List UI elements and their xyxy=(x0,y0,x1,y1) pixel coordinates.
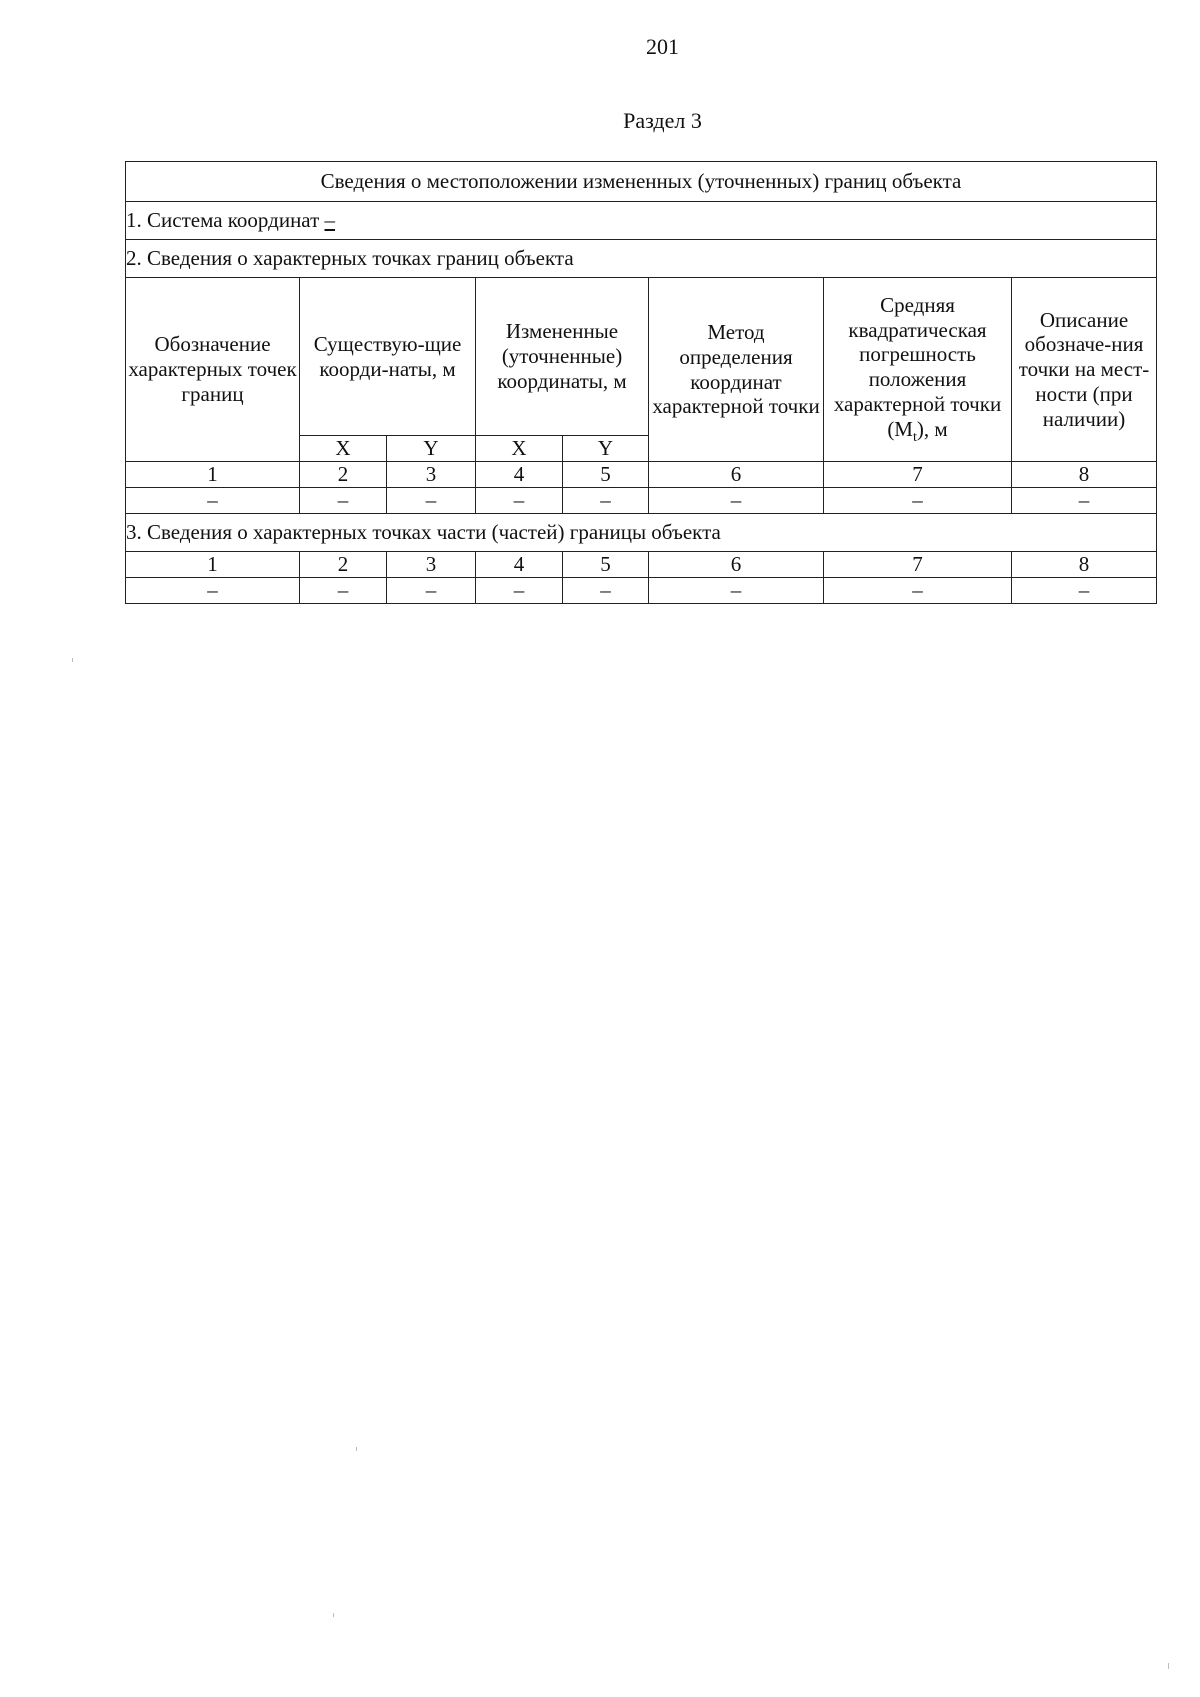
column-number: 7 xyxy=(824,462,1012,488)
column-number: 5 xyxy=(563,462,649,488)
header-mse-tail: ), м xyxy=(916,416,948,441)
header-mse-sub: t xyxy=(912,429,917,445)
header-existing-coordinates: Существую-щие коорди-наты, м xyxy=(300,278,476,436)
table-cell: – xyxy=(476,578,563,604)
table-cell: – xyxy=(649,488,824,514)
table-cell: – xyxy=(824,488,1012,514)
table-cell: – xyxy=(1012,578,1157,604)
table-cell: – xyxy=(126,488,300,514)
scan-speck xyxy=(72,658,73,662)
table-cell: – xyxy=(1012,488,1157,514)
points-data-row xyxy=(126,488,1157,514)
column-number: 1 xyxy=(126,552,300,578)
column-numbers-row xyxy=(126,462,1157,488)
column-number: 8 xyxy=(1012,552,1157,578)
boundary-info-table xyxy=(125,161,1157,604)
scan-speck xyxy=(333,1613,334,1617)
header-changed-y: Y xyxy=(563,436,649,462)
column-number: 5 xyxy=(563,552,649,578)
table-cell: – xyxy=(476,488,563,514)
column-number: 6 xyxy=(649,462,824,488)
column-number: 8 xyxy=(1012,462,1157,488)
parts-heading: 3. Сведения о характерных точках части (частей) границы объекта xyxy=(126,514,1157,552)
table-cell: – xyxy=(387,578,476,604)
points-heading: 2. Сведения о характерных точках границ объекта xyxy=(126,240,1157,278)
column-number: 4 xyxy=(476,552,563,578)
page-number: 201 xyxy=(646,34,679,59)
header-mean-square-error xyxy=(824,278,1012,462)
table-cell: – xyxy=(300,578,387,604)
column-number: 1 xyxy=(126,462,300,488)
header-changed-coordinates: Измененные (уточненные) координаты, м xyxy=(476,278,649,436)
table-cell: – xyxy=(563,578,649,604)
column-number: 3 xyxy=(387,462,476,488)
table-cell: – xyxy=(563,488,649,514)
parts-data-row xyxy=(126,578,1157,604)
header-point-description: Описание обозначе-ния точки на мест-ности (при наличии) xyxy=(1012,278,1157,462)
coordinate-system-value: – xyxy=(324,208,336,233)
column-number: 2 xyxy=(300,462,387,488)
header-existing-y: Y xyxy=(387,436,476,462)
table-cell: – xyxy=(649,578,824,604)
column-number: 2 xyxy=(300,552,387,578)
column-number: 3 xyxy=(387,552,476,578)
coordinate-system-label: 1. Система координат xyxy=(126,208,320,233)
table-title: Сведения о местоположении измененных (уточненных) границ объекта xyxy=(126,162,1157,202)
header-point-designation: Обозначение характерных точек границ xyxy=(126,278,300,462)
table-cell: – xyxy=(387,488,476,514)
scan-speck xyxy=(356,1447,357,1451)
table-cell: – xyxy=(126,578,300,604)
coordinate-system-row xyxy=(126,202,1157,240)
table-cell: – xyxy=(824,578,1012,604)
table-cell: – xyxy=(300,488,387,514)
header-existing-x: X xyxy=(300,436,387,462)
column-number: 6 xyxy=(649,552,824,578)
column-number: 4 xyxy=(476,462,563,488)
section-title: Раздел 3 xyxy=(623,108,702,133)
header-changed-x: X xyxy=(476,436,563,462)
scan-speck xyxy=(1168,1663,1169,1669)
header-mse-main: Средняя квадратическая погрешность положения характерной точки (M xyxy=(833,292,1002,441)
header-method: Метод определения координат характерной точки xyxy=(649,278,824,462)
column-number: 7 xyxy=(824,552,1012,578)
parts-column-numbers-row xyxy=(126,552,1157,578)
